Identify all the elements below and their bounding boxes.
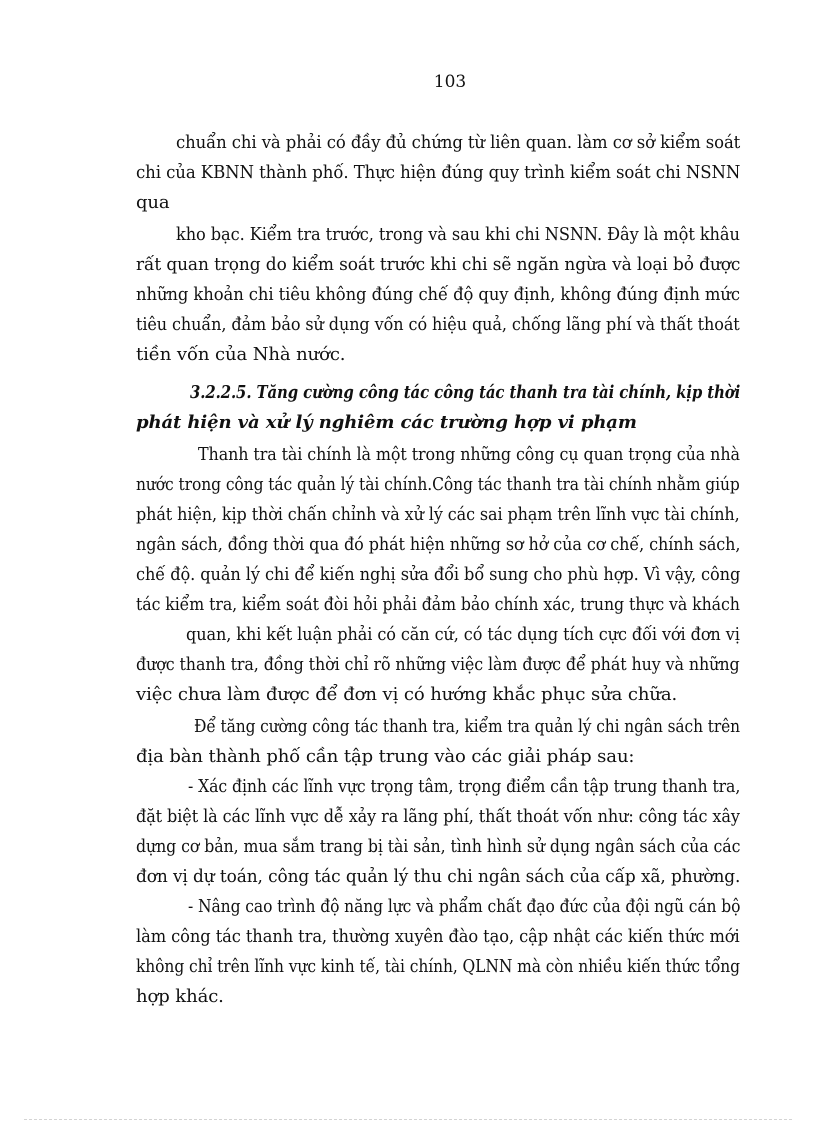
text-line: tiêu chuẩn, đảm bảo sử dụng vốn có hiệu quả, chống lãng phí và thất thoát <box>136 314 740 335</box>
text-line: ngân sách, đồng thời qua đó phát hiện những sơ hở của cơ chế, chính sách, <box>136 534 741 555</box>
text-line: Để tăng cường công tác thanh tra, kiểm tra quản lý chi ngân sách trên <box>194 716 740 737</box>
text-line: tiền vốn của Nhà nước. <box>136 344 346 365</box>
text-line: chuẩn chi và phải có đầy đủ chứng từ liên quan. làm cơ sở kiểm soát <box>176 132 741 153</box>
text-line: chế độ. quản lý chi để kiến nghị sửa đổi bổ sung cho phù hợp. Vì vậy, công <box>136 564 741 585</box>
text-line: kho bạc. Kiểm tra trước, trong và sau khi chi NSNN. Đây là một khâu <box>176 224 740 245</box>
page-bottom-divider <box>24 1119 792 1120</box>
text-line: địa bàn thành phố cần tập trung vào các giải pháp sau: <box>136 746 635 767</box>
text-line: đơn vị dự toán, công tác quản lý thu chi ngân sách của cấp xã, phường. <box>136 866 741 887</box>
text-line: tác kiểm tra, kiểm soát đòi hỏi phải đảm bảo chính xác, trung thực và khách <box>136 594 740 615</box>
text-line: qua <box>136 192 170 213</box>
text-line: Thanh tra tài chính là một trong những công cụ quan trọng của nhà <box>198 444 740 465</box>
text-line: quan, khi kết luận phải có căn cứ, có tác dụng tích cực đối với đơn vị <box>186 624 740 645</box>
text-line: hợp khác. <box>136 986 224 1007</box>
list-item: - Nâng cao trình độ năng lực và phẩm chất đạo đức của đội ngũ cán bộ <box>188 896 741 917</box>
text-line: những khoản chi tiêu không đúng chế độ quy định, không đúng định mức <box>136 284 740 305</box>
list-item: - Xác định các lĩnh vực trọng tâm, trọng điểm cần tập trung thanh tra, <box>188 776 741 797</box>
text-line: việc chưa làm được để đơn vị có hướng khắc phục sửa chữa. <box>136 684 678 705</box>
page-number: 103 <box>433 72 467 92</box>
text-line: chi của KBNN thành phố. Thực hiện đúng quy trình kiểm soát chi NSNN <box>136 162 741 183</box>
text-line: đặt biệt là các lĩnh vực dễ xảy ra lãng phí, thất thoát vốn như: công tác xây <box>136 806 740 827</box>
section-heading: 3.2.2.5. Tăng cường công tác công tác thanh tra tài chính, kịp thời <box>190 382 741 403</box>
text-line: làm công tác thanh tra, thường xuyên đào tạo, cập nhật các kiến thức mới <box>136 926 740 947</box>
text-line: được thanh tra, đồng thời chỉ rõ những việc làm được để phát huy và những <box>136 654 740 675</box>
text-line: phát hiện, kịp thời chấn chỉnh và xử lý các sai phạm trên lĩnh vực tài chính, <box>136 504 740 525</box>
text-line: không chỉ trên lĩnh vực kinh tế, tài chính, QLNN mà còn nhiều kiến thức tổng <box>136 956 740 977</box>
section-heading: phát hiện và xử lý nghiêm các trường hợp vi phạm <box>136 412 637 433</box>
text-line: dựng cơ bản, mua sắm trang bị tài sản, tình hình sử dụng ngân sách của các <box>136 836 741 857</box>
text-line: nước trong công tác quản lý tài chính.Công tác thanh tra tài chính nhằm giúp <box>136 474 740 495</box>
text-line: rất quan trọng do kiểm soát trước khi chi sẽ ngăn ngừa và loại bỏ được <box>136 254 741 275</box>
